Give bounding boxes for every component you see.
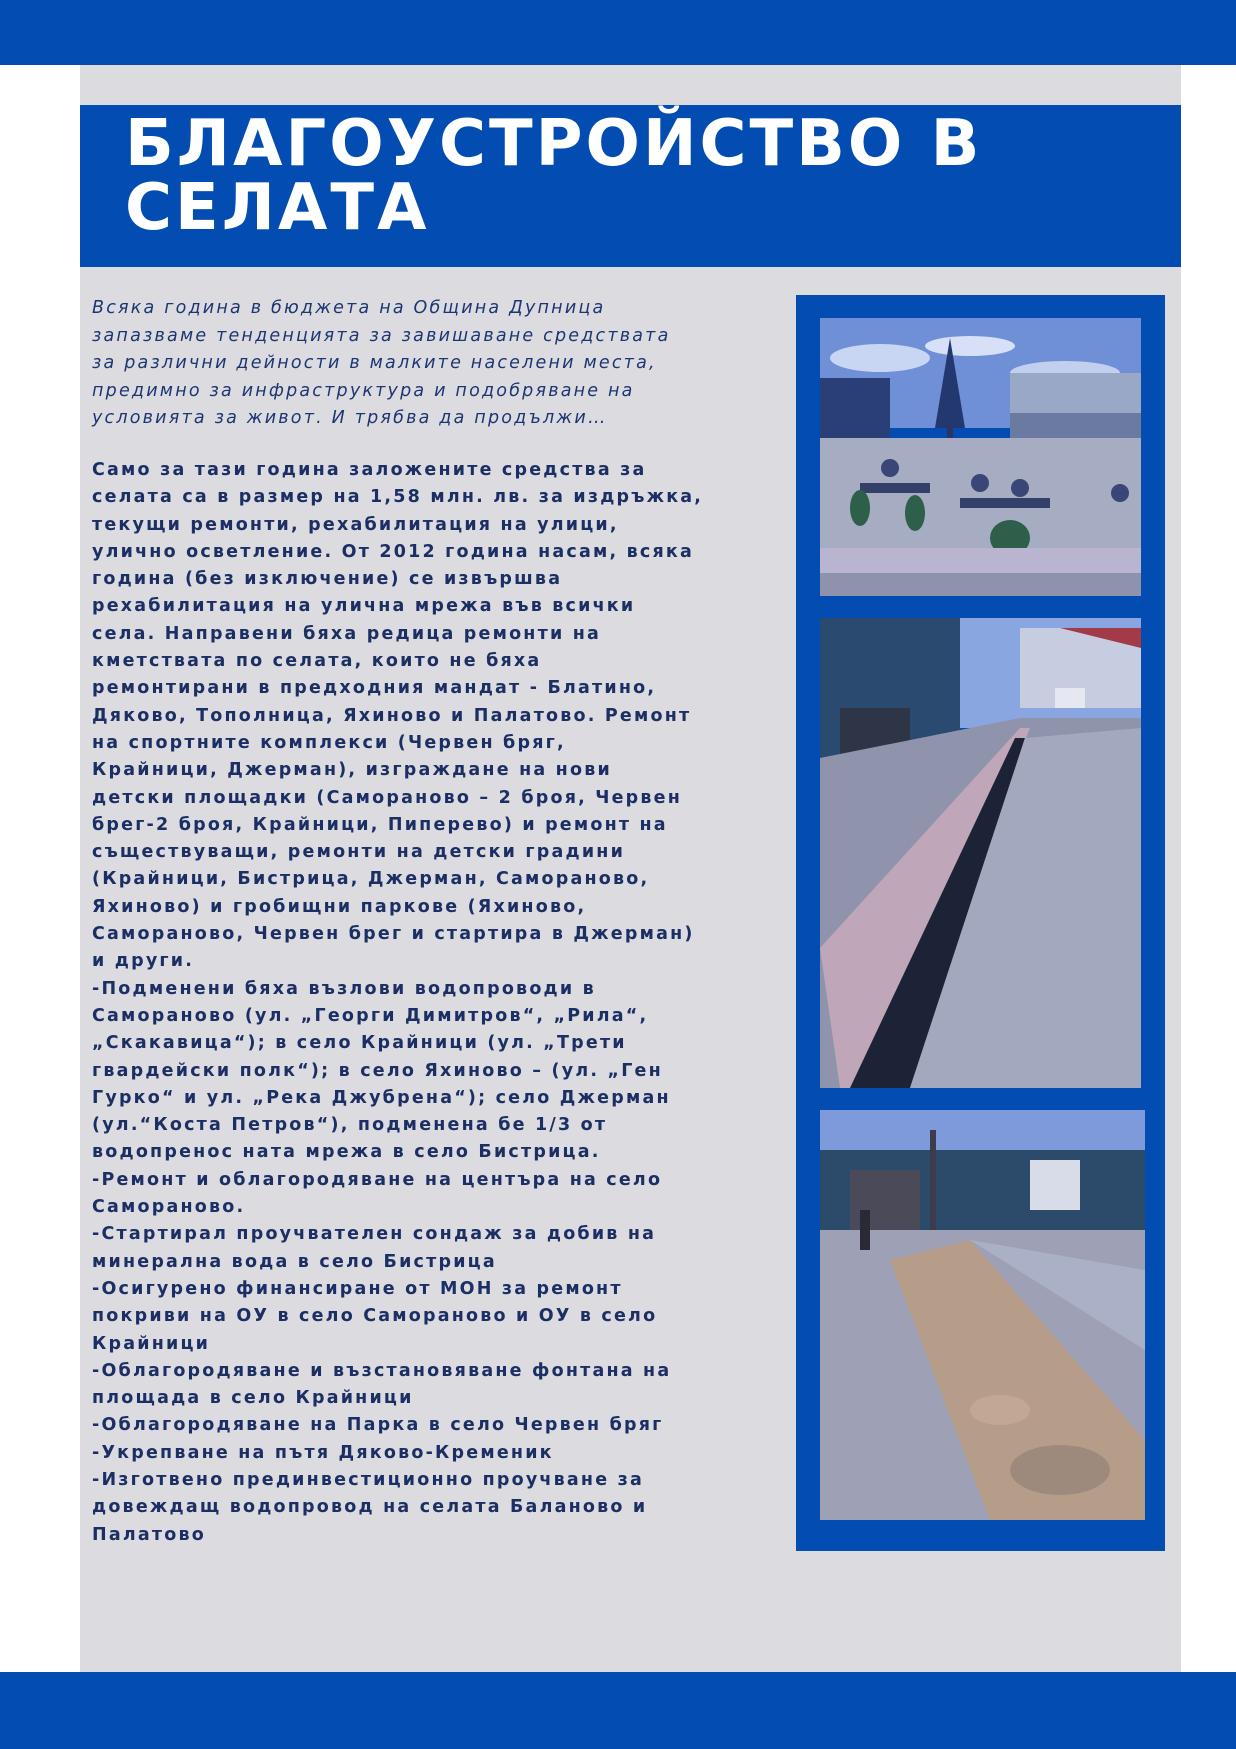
photo-street-trench [820, 618, 1141, 1088]
bottom-banner [0, 1672, 1236, 1749]
page-title: БЛАГОУСТРОЙСТВО В СЕЛАТА [125, 107, 983, 245]
body-paragraph: Само за тази година заложените средства за селата са в размер на 1,58 млн. лв. за издръжка, текущи ремонти, рехабилитация на улици, улично осветление. От 2012 година насам, всяка година (без изключение) се извършва рехабилитация на улична мрежа във всички села. Направени бяха редица ремонти на кметствата по селата, които не бяха ремонтирани в предходния мандат - Блатино, Дяково, Тополница, Яхиново и Палатово. Ремонт на спортните комплекси (Червен бряг, Крайници, Джерман), изграждане на нови детски площадки (Саморaново – 2 броя, Червен брег-2 броя, Крайници, Пиперево) и ремонт на съществуващи, ремонти на детски градини (Крайници, Бистрица, Джерман, Самораново, Яхиново) и гробищни паркове (Яхиново, Самораново, Червен брег и стартира в Джерман) и други. -Подменени бяха възлови водопроводи в Самораново (ул. „Георги Димитров“, „Рила“, „Скакавица“); в село Крайници (ул. „Трети гвардейски полк“); в село Яхиново – (ул. „Ген Гурко“ и ул. „Река Джубрена“); село Джерман (ул.“Коста Петров“), подменена бе 1/3 от водопренос ната мрежа в село Бистрица. -Ремонт и облагородяване на центъра на село Самораново. -Стартирал проучвателен сондаж за добив на минерална вода в село Бистрица -Осигурено финансиране от МОН за ремонт покриви на ОУ в село Самораново и ОУ в село Крайници -Облагородяване и възстановяване фонтана на площада в село Крайници -Облагородяване на Парка в село Червен бряг -Укрепване на пътя Дяково-Кременик -Изготвено прединвестиционно проучване за довеждащ водопровод на селата Баланово и Палатово [92, 460, 704, 1545]
top-banner [0, 0, 1236, 65]
photo-excavation [820, 1110, 1145, 1520]
photo-village-square [820, 318, 1141, 596]
intro-paragraph: Всяка година в бюджета на Община Дупница запазваме тенденцията за завишаване средствата за различни дейности в малките населени места, предимно за инфраструктура и подобряване на условията за живот. И трябва да продължи… [92, 298, 671, 428]
